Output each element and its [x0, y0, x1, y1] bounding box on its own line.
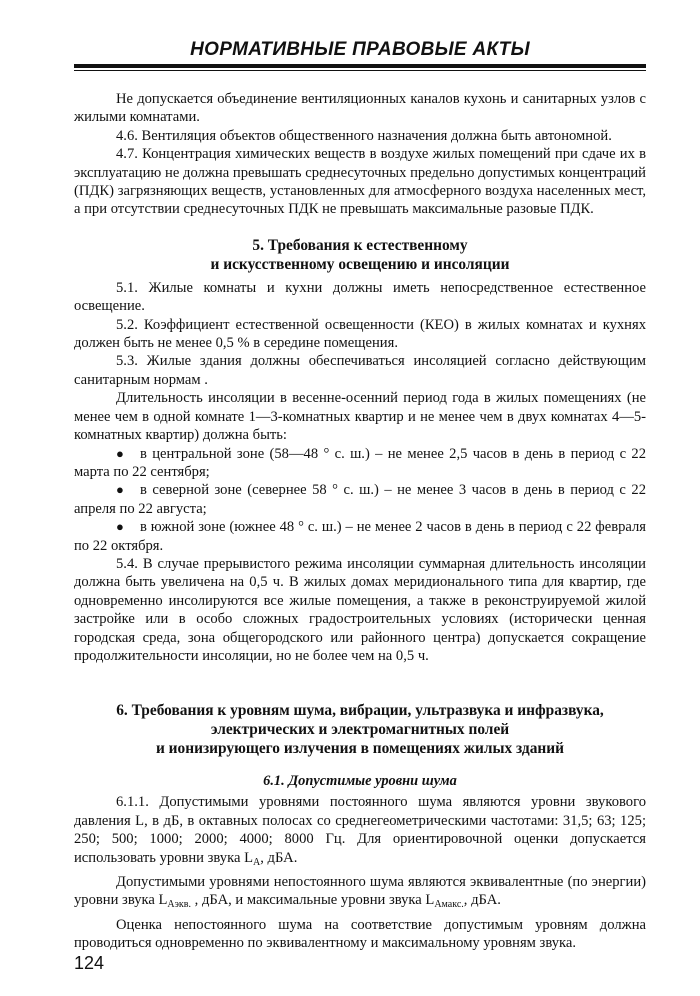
section-5-title-line1: 5. Требования к естественному [252, 236, 468, 254]
header-title: НОРМАТИВНЫЕ ПРАВОВЫЕ АКТЫ [190, 39, 530, 60]
subscript-a: A [253, 856, 261, 868]
page-number: 124 [74, 953, 105, 973]
section-6-title-line1: 6. Требования к уровням шума, вибрации, ультразвука и инфразвука, [116, 702, 604, 720]
bullet-southern-zone-text: в южной зоне (южнее 48 ° с. ш.) – не менее 2 часов в день в период с 22 февраля по 22 октября. [74, 519, 646, 554]
header-rule-thin [74, 70, 646, 71]
bullet-southern-zone [74, 518, 646, 555]
paragraph-5-3: 5.3. Жилые здания должны обеспечиваться инсоляцией согласно действующим санитарным нормам . [74, 353, 646, 388]
page-body [74, 90, 646, 953]
paragraph-6-1-1 [74, 793, 646, 867]
bullet-dot: ● [116, 519, 124, 535]
paragraph-ventilation-ducts: Не допускается объединение вентиляционных каналов кухонь и санитарных узлов с жилыми комнатами. [74, 91, 646, 126]
paragraph-6-1-1-end: , дБА. [260, 849, 298, 866]
section-6-title-line3: и ионизирующего излучения в помещениях жилых зданий [155, 740, 565, 758]
paragraph-nonconstant-noise-b: , дБА, и максимальные уровни звука L [191, 892, 435, 909]
paragraph-6-1-1-text: 6.1.1. Допустимыми уровнями постоянного шума являются уровни звукового давления L, в дБ, в октавных полосах со среднегеометрическими частотами: 31,5; 63; 125; 250; 500; 1000; 2000; 4000; 8000 Гц. Для ориентировочной оценки допускается использовать уровни звука L [74, 794, 646, 866]
bullet-dot: ● [116, 482, 124, 498]
header-rule-thick [74, 64, 646, 68]
bullet-northern-zone [74, 481, 646, 518]
subscript-amaks: Амакс. [434, 899, 464, 911]
paragraph-nonconstant-noise [74, 873, 646, 910]
paragraph-noise-assessment: Оценка непостоянного шума на соответствие допустимым уровням должна проводиться одновременно по эквивалентному и максимальному уровням звука. [74, 916, 646, 952]
paragraph-4-6: 4.6. Вентиляция объектов общественного назначения должна быть автономной. [116, 127, 612, 144]
paragraph-5-2: 5.2. Коэффициент естественной освещенности (КЕО) в жилых комнатах и кухнях должен быть не менее 0,5 % в середине помещения. [74, 316, 646, 352]
paragraph-nonconstant-noise-c: , дБА. [463, 892, 501, 909]
running-header [74, 38, 646, 71]
section-6-title-line2: электрических и электромагнитных полей [210, 721, 510, 739]
paragraph-5-4: 5.4. В случае прерывистого режима инсоляции суммарная длительность инсоляции должна быть увеличена на 0,5 ч. В жилых домах меридионального типа для квартир, где одновременно инсолируются все жилые помещения, а также в реконструируемой жилой застройке или в особо сложных градостроительных условиях (исторически ценная городская среда, зона общегородского или районного центра) допускается сокращение продолжительности инсоляции, но не более чем на 0,5 ч. [74, 555, 646, 664]
bullet-central-zone-text: в центральной зоне (58—48 ° с. ш.) – не менее 2,5 часов в день в период с 22 марта по 22 сентября; [74, 445, 646, 480]
subscript-aekv: Аэкв. [167, 899, 192, 911]
subsection-6-1-title: 6.1. Допустимые уровни шума [263, 773, 457, 790]
section-5-title-line2: и искусственному освещению и инсоляции [210, 255, 510, 273]
section-6-title [74, 701, 646, 758]
section-5-title [74, 236, 646, 274]
paragraph-5-1: 5.1. Жилые комнаты и кухни должны иметь непосредственное естественное освещение. [74, 279, 646, 315]
paragraph-insolation-duration: Длительность инсоляции в весенне-осенний период года в жилых помещениях (не менее чем в одной комнате 1—3-комнатных квартир и не менее чем в двух комнатах 4—5-комнатных квартир) должна быть: [74, 390, 646, 444]
paragraph-4-7: 4.7. Концентрация химических веществ в воздухе жилых помещений при сдаче их в эксплуатацию не должна превышать среднесуточных предельно допустимых концентраций (ПДК) загрязняющих веществ, установленных для атмосферного воздуха населенных мест, а при отсутствии среднесуточных ПДК не превышать максимальные разовые ПДК. [74, 146, 646, 218]
bullet-dot: ● [116, 445, 124, 461]
bullet-northern-zone-text: в северной зоне (севернее 58 ° с. ш.) – не менее 3 часов в день в период с 22 апреля по 22 августа; [74, 482, 646, 517]
bullet-central-zone [74, 445, 646, 482]
paragraph-nonconstant-noise-a: Допустимыми уровнями непостоянного шума являются эквивалентные (по энергии) уровни звука L [74, 874, 646, 909]
